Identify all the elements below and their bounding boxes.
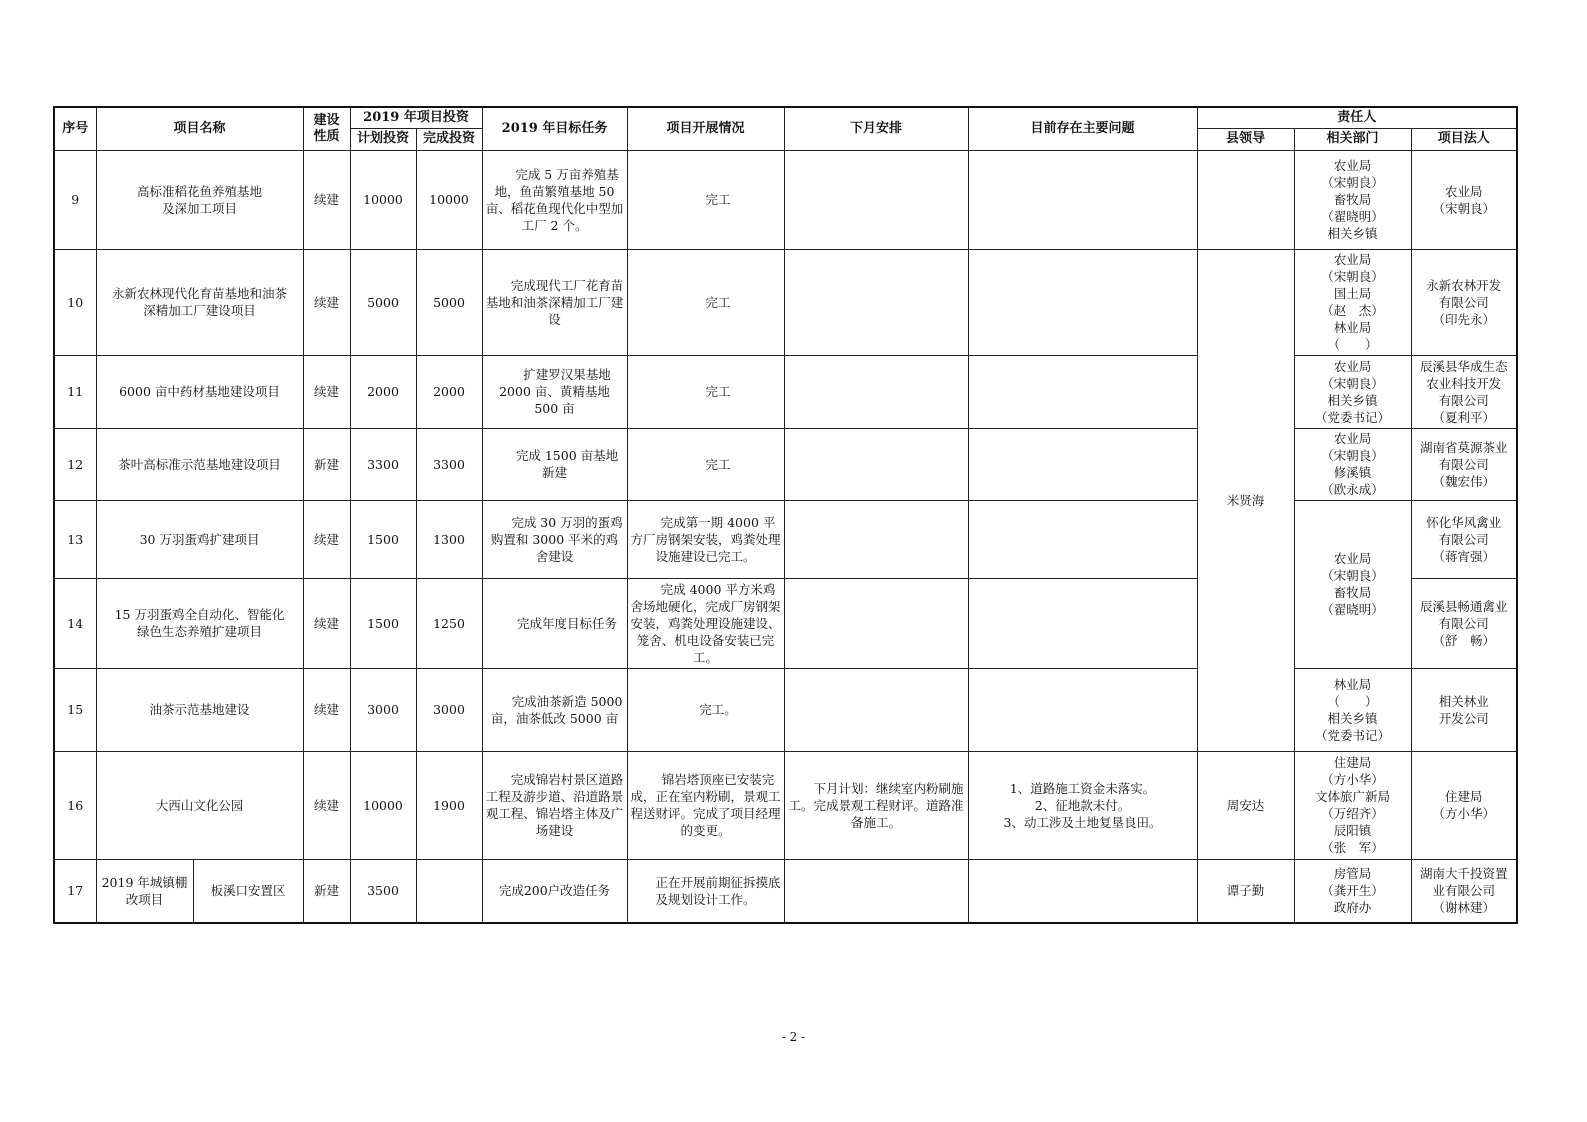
- row-target: 完成 5 万亩养殖基地，鱼苗繁殖基地 50 亩、稻花鱼现代化中型加工厂 2 个。: [482, 150, 627, 249]
- row-completed: 5000: [416, 249, 482, 355]
- row-nature: 新建: [303, 428, 350, 500]
- table-row: [54, 355, 1517, 428]
- row-name: 油茶示范基地建设: [96, 668, 303, 751]
- row-name: 15 万羽蛋鸡全自动化、智能化 绿色生态养殖扩建项目: [96, 578, 303, 668]
- header-nature: 建设 性质: [303, 107, 350, 150]
- row-legal-person: 住建局 （方小华）: [1411, 751, 1517, 859]
- table-row: [54, 500, 1517, 578]
- row-index: 16: [54, 751, 96, 859]
- header-county-leader: 县领导: [1197, 128, 1294, 150]
- row-progress: 完工: [627, 249, 784, 355]
- header-row-1: [54, 107, 1517, 128]
- header-name: 项目名称: [96, 107, 303, 150]
- row-department: 农业局 （宋朝良） 相关乡镇 （党委书记）: [1294, 355, 1411, 428]
- row-target: 完成年度目标任务: [482, 578, 627, 668]
- row-next-month: [784, 668, 968, 751]
- row-index: 11: [54, 355, 96, 428]
- row-target: 扩建罗汉果基地 2000 亩、黄精基地 500 亩: [482, 355, 627, 428]
- table-row: [54, 859, 1517, 923]
- row-issues: [968, 578, 1197, 668]
- row-legal-person: 相关林业 开发公司: [1411, 668, 1517, 751]
- row-planned: 3500: [350, 859, 416, 923]
- row-next-month: [784, 355, 968, 428]
- row-nature: 续建: [303, 578, 350, 668]
- row-completed: 3300: [416, 428, 482, 500]
- row-department: 农业局 （宋朝良） 修溪镇 （欧永成）: [1294, 428, 1411, 500]
- row-planned: 2000: [350, 355, 416, 428]
- row-county-leader: 谭子勤: [1197, 859, 1294, 923]
- county-leader-merged: 米贤海: [1197, 249, 1294, 751]
- row-issues: [968, 355, 1197, 428]
- row-progress: 完成 4000 平方米鸡舍场地硬化，完成厂房钢架安装，鸡粪处理设施建设、笼舍、机电设备安装已完工。: [627, 578, 784, 668]
- row-nature: 续建: [303, 751, 350, 859]
- header-invest-group: 2019 年项目投资: [350, 107, 482, 128]
- header-progress: 项目开展情况: [627, 107, 784, 150]
- row-target: 完成锦岩村景区道路工程及游步道、沿道路景观工程、锦岩塔主体及广场建设: [482, 751, 627, 859]
- row-progress: 完工: [627, 428, 784, 500]
- row-name: 大西山文化公园: [96, 751, 303, 859]
- row-sub-name: 板溪口安置区: [193, 859, 303, 923]
- row-name: 茶叶高标准示范基地建设项目: [96, 428, 303, 500]
- row-completed: 1300: [416, 500, 482, 578]
- row-next-month: [784, 500, 968, 578]
- row-legal-person: 辰溪县畅通禽业 有限公司 （舒 畅）: [1411, 578, 1517, 668]
- row-planned: 3000: [350, 668, 416, 751]
- header-issues: 目前存在主要问题: [968, 107, 1197, 150]
- table-row: [54, 249, 1517, 355]
- row-department: 农业局 （宋朝良） 国土局 （赵 杰） 林业局 （ ）: [1294, 249, 1411, 355]
- row-nature: 续建: [303, 150, 350, 249]
- header-department: 相关部门: [1294, 128, 1411, 150]
- row-target: 完成 30 万羽的蛋鸡购置和 3000 平米的鸡舍建设: [482, 500, 627, 578]
- row-index: 17: [54, 859, 96, 923]
- header-next-month: 下月安排: [784, 107, 968, 150]
- row-completed: 2000: [416, 355, 482, 428]
- row-completed: 3000: [416, 668, 482, 751]
- row-county-leader: 周安达: [1197, 751, 1294, 859]
- row-name: 6000 亩中药材基地建设项目: [96, 355, 303, 428]
- row-issues: [968, 249, 1197, 355]
- row-planned: 3300: [350, 428, 416, 500]
- row-issues: [968, 428, 1197, 500]
- row-progress: 正在开展前期征拆摸底及规划设计工作。: [627, 859, 784, 923]
- row-progress: 完工。: [627, 668, 784, 751]
- row-nature: 续建: [303, 249, 350, 355]
- header-completed: 完成投资: [416, 128, 482, 150]
- row-nature: 续建: [303, 355, 350, 428]
- row-next-month: [784, 578, 968, 668]
- row-target: 完成现代工厂花育苗基地和油茶深精加工厂建设: [482, 249, 627, 355]
- row-legal-person: 农业局 （宋朝良）: [1411, 150, 1517, 249]
- row-target: 完成油茶新造 5000 亩，油茶低改 5000 亩: [482, 668, 627, 751]
- row-planned: 10000: [350, 751, 416, 859]
- table-row: [54, 751, 1517, 859]
- table-row: [54, 428, 1517, 500]
- header-index: 序号: [54, 107, 96, 150]
- row-nature: 续建: [303, 668, 350, 751]
- row-planned: 5000: [350, 249, 416, 355]
- row-legal-person: 怀化华风禽业 有限公司 （蒋宵强）: [1411, 500, 1517, 578]
- row-planned: 1500: [350, 500, 416, 578]
- row-department: 林业局 （ ） 相关乡镇 （党委书记）: [1294, 668, 1411, 751]
- header-planned: 计划投资: [350, 128, 416, 150]
- row-legal-person: 湖南大千投资置 业有限公司 （谢林建）: [1411, 859, 1517, 923]
- row-issues: [968, 668, 1197, 751]
- table-row: [54, 668, 1517, 751]
- page-number: - 2 -: [781, 1030, 806, 1044]
- row-next-month: [784, 249, 968, 355]
- row-target: 完成 1500 亩基地新建: [482, 428, 627, 500]
- row-nature: 续建: [303, 500, 350, 578]
- row-department: 房管局 （龚开生） 政府办: [1294, 859, 1411, 923]
- row-next-month: [784, 859, 968, 923]
- header-legal-person: 项目法人: [1411, 128, 1517, 150]
- row-index: 12: [54, 428, 96, 500]
- row-index: 9: [54, 150, 96, 249]
- row-legal-person: 辰溪县华成生态 农业科技开发 有限公司 （夏利平）: [1411, 355, 1517, 428]
- row-issues: 1、道路施工资金未落实。 2、征地款未付。 3、动工涉及土地复垦良田。: [968, 751, 1197, 859]
- row-index: 13: [54, 500, 96, 578]
- header-target: 2019 年目标任务: [482, 107, 627, 150]
- table-row: [54, 150, 1517, 249]
- row-next-month: [784, 150, 968, 249]
- row-department: 住建局 （方小华） 文体旅广新局 （万绍齐） 辰阳镇 （张 军）: [1294, 751, 1411, 859]
- row-completed: 1900: [416, 751, 482, 859]
- row-progress: 完工: [627, 355, 784, 428]
- row-issues: [968, 859, 1197, 923]
- row-next-month: 下月计划：继续室内粉刷施工。完成景观工程财评。道路准备施工。: [784, 751, 968, 859]
- row-nature: 新建: [303, 859, 350, 923]
- row-index: 14: [54, 578, 96, 668]
- row-progress: 完成第一期 4000 平方厂房钢架安装，鸡粪处理设施建设已完工。: [627, 500, 784, 578]
- header-responsible-group: 责任人: [1197, 107, 1517, 128]
- row-county-leader: [1197, 150, 1294, 249]
- row-issues: [968, 150, 1197, 249]
- row-issues: [968, 500, 1197, 578]
- department-merged: 农业局 （宋朝良） 畜牧局 （翟晓明）: [1294, 500, 1411, 668]
- row-planned: 10000: [350, 150, 416, 249]
- row-target: 完成200户改造任务: [482, 859, 627, 923]
- row-name: 30 万羽蛋鸡扩建项目: [96, 500, 303, 578]
- row-index: 15: [54, 668, 96, 751]
- row-progress: 完工: [627, 150, 784, 249]
- row-completed: 1250: [416, 578, 482, 668]
- row-next-month: [784, 428, 968, 500]
- project-table: [53, 106, 1518, 924]
- row-planned: 1500: [350, 578, 416, 668]
- row-index: 10: [54, 249, 96, 355]
- row-progress: 锦岩塔顶座已安装完成，正在室内粉刷，景观工程送财评。完成了项目经理的变更。: [627, 751, 784, 859]
- row-name: 高标准稻花鱼养殖基地 及深加工项目: [96, 150, 303, 249]
- row-name: 2019 年城镇棚 改项目: [96, 859, 193, 923]
- row-legal-person: 永新农林开发 有限公司 （印先永）: [1411, 249, 1517, 355]
- row-name: 永新农林现代化育苗基地和油茶 深精加工厂建设项目: [96, 249, 303, 355]
- row-legal-person: 湖南省莫源茶业 有限公司 （魏宏伟）: [1411, 428, 1517, 500]
- row-completed: 10000: [416, 150, 482, 249]
- row-department: 农业局 （宋朝良） 畜牧局 （翟晓明） 相关乡镇: [1294, 150, 1411, 249]
- row-completed: [416, 859, 482, 923]
